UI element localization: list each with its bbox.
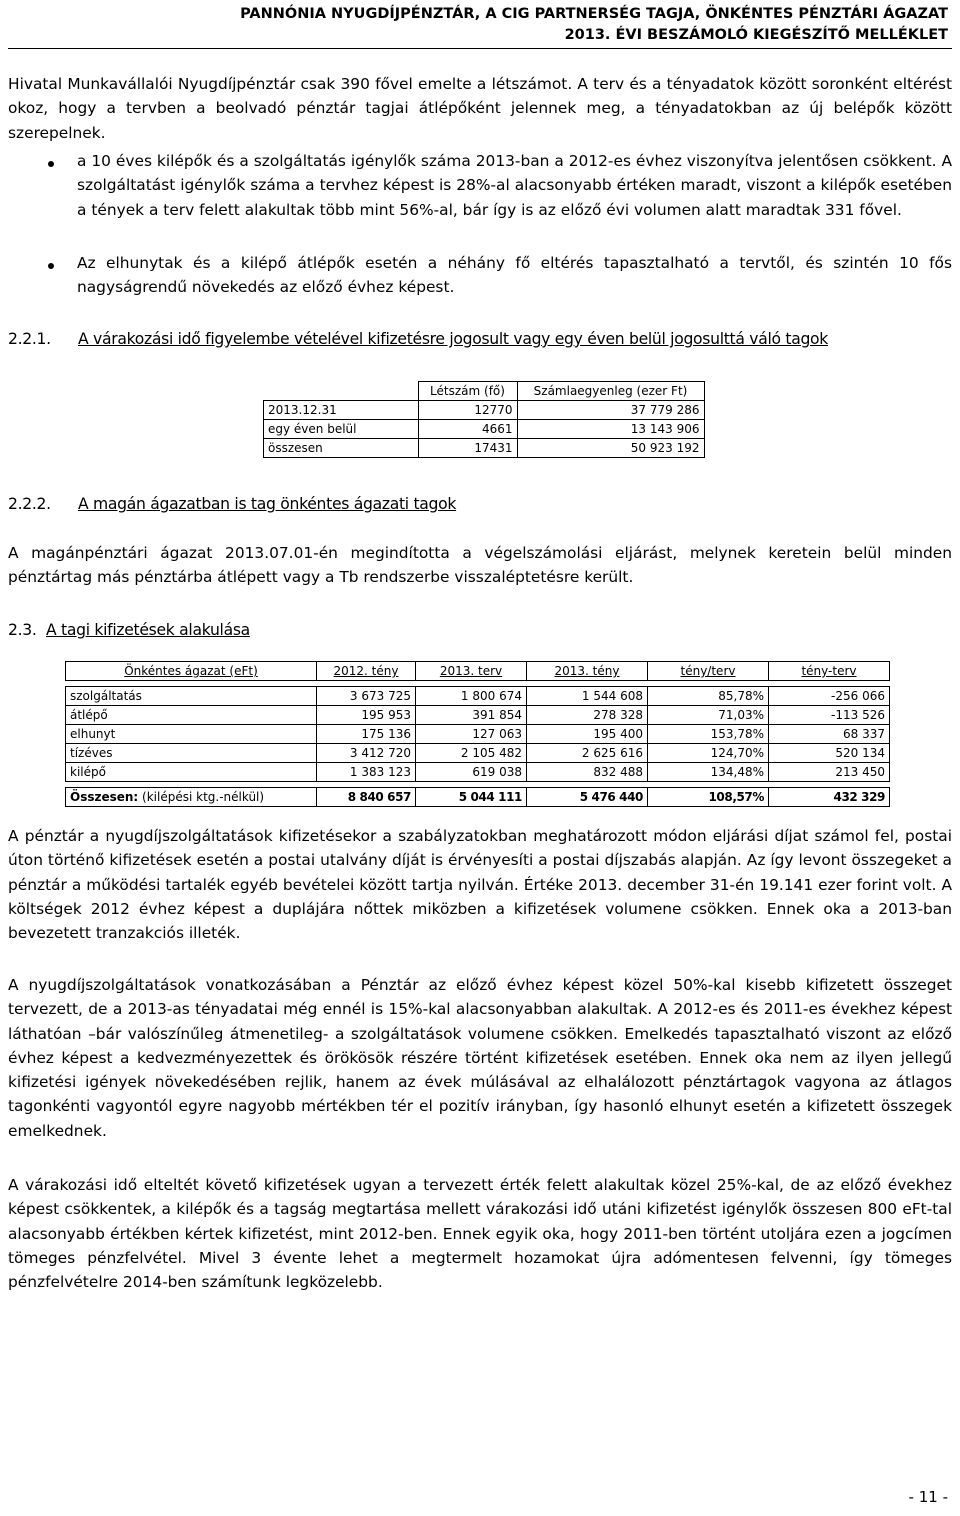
pension-services-paragraph: A nyugdíjszolgáltatások vonatkozásában a Pénztár az előző évhez képest közel 50%-kal kisebb kifizetett összeget tervezett, de a 2013-as tényadatai még ennél is 15%-kal alacsonyabban alakultak. A 2012-es és 2011-es évekhez képest láthatóan –bár valószínűleg átmenetileg- a szolgáltatások volumene csökken. Emelkedés tapasztalható viszont az előző évhez képest a kedvezményezettek és örökösök részére történt kifizetések esetében. Ennek oka nem az ilyen jellegű kifizetési igények növekedésében rejlik, hanem az évek múlásával az elhalálozott pénztártagok vagyona az átlagos tagonkénti vagyontól egyre nagyobb mértékben tér el pozitív irányban, így hasonló elhunyt esetén a kifizetett összegek emelkednek. bbox=[8, 976, 952, 1140]
table-cell: 1 544 608 bbox=[527, 687, 648, 706]
table-cell: tízéves bbox=[66, 744, 317, 763]
intro-paragraph: Hivatal Munkavállalói Nyugdíjpénztár csak 390 fővel emelte a létszámot. A terv és a tényadatok között soronként eltérést okoz, hogy a tervben a beolvadó pénztár tagjai átlépőként jelennek meg, a tényadatokban az új belépők között szerepelnek. bbox=[8, 75, 952, 142]
table-cell: 175 136 bbox=[317, 725, 416, 744]
table-cell: 37 779 286 bbox=[517, 401, 704, 420]
table-cell: 12770 bbox=[418, 401, 517, 420]
table-header-cell: tény/terv bbox=[648, 662, 769, 681]
table-cell: 1 800 674 bbox=[416, 687, 527, 706]
table-cell: 619 038 bbox=[416, 763, 527, 782]
bullet-item-2: Az elhunytak és a kilépő átlépők esetén a néhány fő eltérés tapasztalható a tervtől, és szintén 10 fős nagyságrendű növekedés az előző évhez képest. bbox=[77, 254, 952, 297]
table-header-row bbox=[264, 382, 705, 401]
table-cell: 85,78% bbox=[648, 687, 769, 706]
eligible-members-table bbox=[263, 381, 705, 458]
table-cell: átlépő bbox=[66, 706, 317, 725]
table-total-cell: 5 476 440 bbox=[527, 788, 648, 807]
table-row bbox=[66, 744, 890, 763]
fee-paragraph: A pénztár a nyugdíjszolgáltatások kifizetésekor a szabályzatokban meghatározott módon eljárási díjat számol fel, postai úton történő kifizetések esetén a postai utalvány díját is érvényesíti a postai díjszabás alapján. Az így levont összegeket a pénztár a működési tartalék egyéb bevételei között tartja nyilván. Értéke 2013. december 31-én 19.141 ezer forint volt. A költségek 2012 évhez képest a duplájára nőttek miközben a kifizetések volumene csökken. Ennek oka a 2013-ban bevezetett tranzakciós illeték. bbox=[8, 827, 952, 943]
table-cell: 71,03% bbox=[648, 706, 769, 725]
table-cell: 13 143 906 bbox=[517, 420, 704, 439]
section-number: 2.3. bbox=[8, 621, 37, 639]
table-header-cell: Létszám (fő) bbox=[418, 382, 517, 401]
table-total-cell: 5 044 111 bbox=[416, 788, 527, 807]
table-cell: 2013.12.31 bbox=[264, 401, 419, 420]
table-cell: 2 625 616 bbox=[527, 744, 648, 763]
member-payments-table bbox=[65, 661, 890, 807]
table-total-row bbox=[66, 788, 890, 807]
table-row bbox=[66, 725, 890, 744]
table-total-cell: 108,57% bbox=[648, 788, 769, 807]
table-total-cell: 432 329 bbox=[769, 788, 890, 807]
table-cell: 127 063 bbox=[416, 725, 527, 744]
private-sector-paragraph: A magánpénztári ágazat 2013.07.01-én megindította a végelszámolási eljárást, melynek keretein belül minden pénztártag más pénztárba átlépett vagy a Tb rendszerbe visszaléptetésre került. bbox=[8, 544, 952, 587]
table-cell: 134,48% bbox=[648, 763, 769, 782]
table-row bbox=[66, 763, 890, 782]
table-header-cell bbox=[264, 382, 419, 401]
table-cell: 68 337 bbox=[769, 725, 890, 744]
table-cell: 3 412 720 bbox=[317, 744, 416, 763]
section-number: 2.2.2. bbox=[8, 495, 51, 513]
waiting-period-paragraph: A várakozási idő elteltét követő kifizetések ugyan a tervezett érték felett alakultak közel 25%-kal, de az előző évekhez képest csökkentek, a kilépők és a tagság megtartása mellett várakozási idő utáni kifizetést igénylők összesen 800 eFt-tal alacsonyabb értékben kértek kifizetést, mint 2012-ben. Ennek egyik oka, hogy 2011-ben történt utoljára ezen a jogcímen tömeges pénzfelvétel. Mivel 3 évente lehet a megtermelt hozamokat újra adómentesen felvenni, így tömeges pénzfelvételre 2014-ben számítunk legközelebb. bbox=[8, 1176, 952, 1292]
table-cell: 1 383 123 bbox=[317, 763, 416, 782]
page-number: - 11 - bbox=[908, 1488, 948, 1506]
total-label-bold: Összesen: bbox=[70, 790, 139, 804]
table-row bbox=[264, 439, 705, 458]
table-cell: -256 066 bbox=[769, 687, 890, 706]
bullet-icon bbox=[48, 161, 54, 167]
table-row bbox=[264, 420, 705, 439]
table-cell: 50 923 192 bbox=[517, 439, 704, 458]
table-header-cell: Önkéntes ágazat (eFt) bbox=[66, 662, 317, 681]
bullet-item-1: a 10 éves kilépők és a szolgáltatás igénylők száma 2013-ban a 2012-es évhez viszonyítva jelentősen csökkent. A szolgáltatást igénylők száma a tervhez képest is 28%-al alacsonyabb értéken maradt, viszont a kilépők esetében a tények a terv felett alakultak több mint 56%-al, bár így is az előző évi volumen alatt maradtak 331 fővel. bbox=[77, 152, 952, 219]
table-header-cell: 2013. terv bbox=[416, 662, 527, 681]
header-divider bbox=[8, 48, 952, 49]
page-header bbox=[240, 4, 948, 46]
table-row bbox=[66, 687, 890, 706]
section-heading-2-2-2 bbox=[8, 493, 457, 515]
table-cell: szolgáltatás bbox=[66, 687, 317, 706]
table-cell: 832 488 bbox=[527, 763, 648, 782]
table-cell: összesen bbox=[264, 439, 419, 458]
table-cell: elhunyt bbox=[66, 725, 317, 744]
table-cell: 195 953 bbox=[317, 706, 416, 725]
table-total-label bbox=[66, 788, 317, 807]
table-cell: 4661 bbox=[418, 420, 517, 439]
section-title: A várakozási idő figyelembe vételével kifizetésre jogosult vagy egy éven belül jogosulttá váló tagok bbox=[78, 330, 829, 348]
table-header-row bbox=[66, 662, 890, 681]
table-cell: egy éven belül bbox=[264, 420, 419, 439]
bullet-icon bbox=[48, 263, 54, 269]
table-cell: 3 673 725 bbox=[317, 687, 416, 706]
table-cell: 124,70% bbox=[648, 744, 769, 763]
table-header-cell: 2012. tény bbox=[317, 662, 416, 681]
total-label-note: (kilépési ktg.-nélkül) bbox=[138, 790, 265, 804]
table-cell: 278 328 bbox=[527, 706, 648, 725]
table-cell: 153,78% bbox=[648, 725, 769, 744]
table-header-cell: 2013. tény bbox=[527, 662, 648, 681]
table-total-cell: 8 840 657 bbox=[317, 788, 416, 807]
table-cell: -113 526 bbox=[769, 706, 890, 725]
table-cell: 520 134 bbox=[769, 744, 890, 763]
table-cell: 213 450 bbox=[769, 763, 890, 782]
table-cell: 2 105 482 bbox=[416, 744, 527, 763]
table-cell: 391 854 bbox=[416, 706, 527, 725]
table-row bbox=[66, 706, 890, 725]
section-title: A magán ágazatban is tag önkéntes ágazati tagok bbox=[78, 495, 457, 513]
header-line-1: PANNÓNIA NYUGDÍJPÉNZTÁR, A CIG PARTNERSÉG TAGJA, ÖNKÉNTES PÉNZTÁRI ÁGAZAT bbox=[240, 6, 948, 22]
table-cell: kilépő bbox=[66, 763, 317, 782]
header-line-2: 2013. ÉVI BESZÁMOLÓ KIEGÉSZÍTŐ MELLÉKLET bbox=[564, 27, 948, 43]
section-number: 2.2.1. bbox=[8, 330, 51, 348]
section-heading-2-2-1 bbox=[8, 328, 829, 350]
table-row bbox=[264, 401, 705, 420]
section-title: A tagi kifizetések alakulása bbox=[46, 621, 250, 639]
table-header-cell: tény-terv bbox=[769, 662, 890, 681]
table-cell: 17431 bbox=[418, 439, 517, 458]
table-header-cell: Számlaegyenleg (ezer Ft) bbox=[517, 382, 704, 401]
table-cell: 195 400 bbox=[527, 725, 648, 744]
section-heading-2-3 bbox=[8, 619, 250, 641]
